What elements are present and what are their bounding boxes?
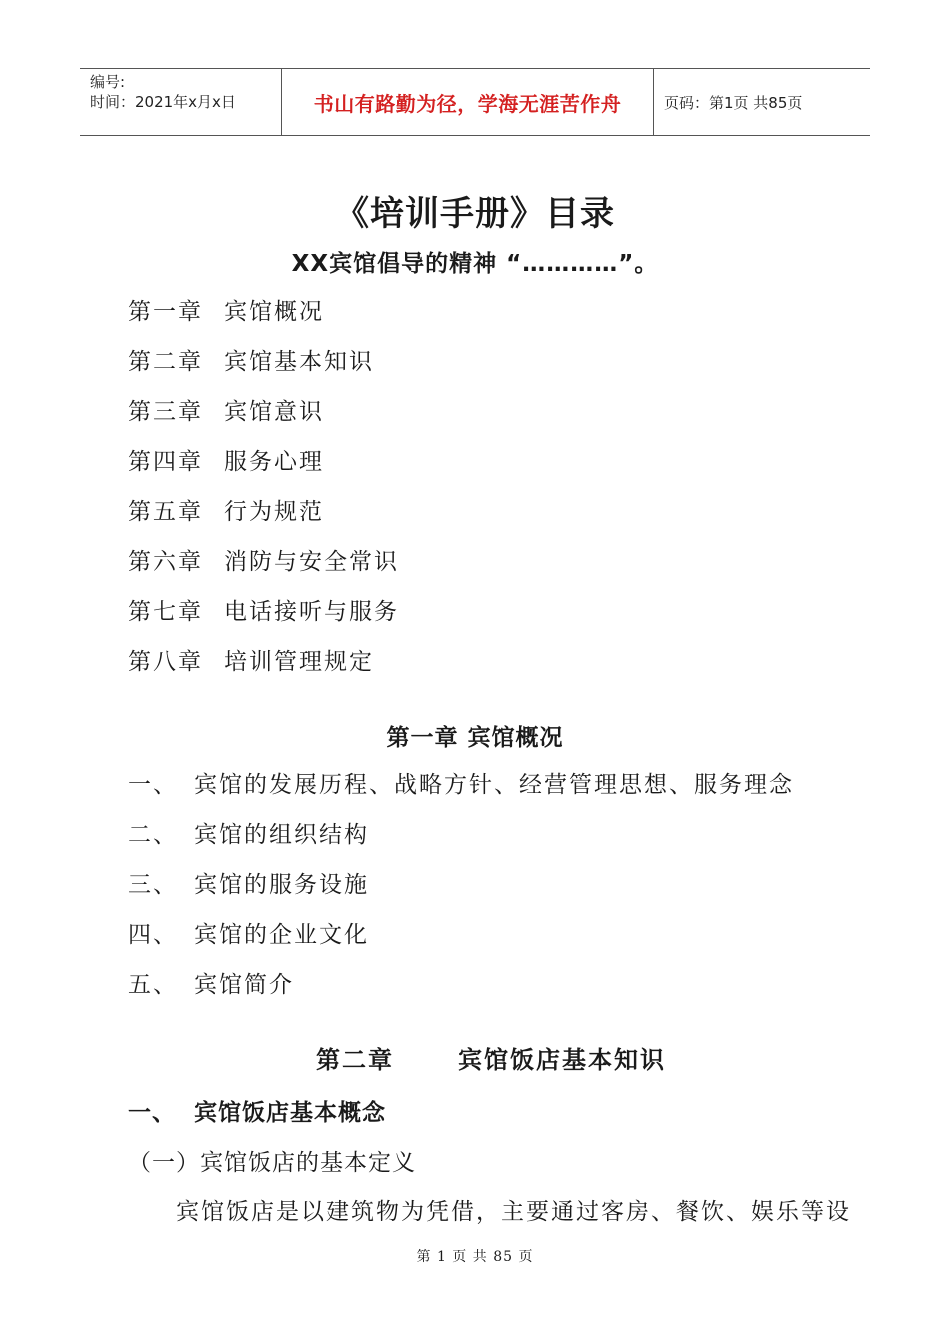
toc-chapter-number: 第四章	[128, 449, 203, 475]
toc-chapter-number: 第三章	[128, 399, 203, 425]
number-label: 编号:	[90, 73, 126, 91]
chapter2-label: 第二章	[316, 1045, 394, 1074]
toc-chapter-name: 宾馆意识	[224, 399, 324, 425]
subsection-heading: （一）宾馆饭店的基本定义	[128, 1150, 416, 1176]
section-text: 宾馆简介	[194, 972, 294, 998]
header-motto: 书山有路勤为径，学海无涯苦作舟	[282, 69, 654, 135]
time-label: 时间：2021年x月x日	[90, 93, 236, 111]
section-number: 三、	[128, 872, 178, 898]
section-number: 四、	[128, 922, 178, 948]
section-text: 宾馆的组织结构	[194, 822, 369, 848]
list-item	[128, 819, 794, 869]
toc-chapter-number: 第六章	[128, 549, 203, 575]
toc-chapter-name: 宾馆基本知识	[224, 349, 374, 375]
list-item	[128, 919, 794, 969]
toc-item	[128, 546, 399, 596]
header-meta-cell	[80, 69, 282, 135]
chapter1-section-list	[128, 769, 794, 1019]
body-paragraph: 宾馆饭店是以建筑物为凭借，主要通过客房、餐饮、娱乐等设	[176, 1199, 851, 1225]
toc-chapter-name: 行为规范	[224, 499, 324, 525]
toc-chapter-number: 第七章	[128, 599, 203, 625]
toc-item	[128, 396, 399, 446]
header-page-info: 页码：第1页 共85页	[664, 93, 803, 112]
section-heading	[128, 1094, 386, 1127]
page-header	[80, 68, 870, 136]
toc-item	[128, 496, 399, 546]
toc-chapter-name: 培训管理规定	[224, 649, 374, 675]
toc-item	[128, 596, 399, 646]
document-subtitle: XX宾馆倡导的精神 “…………”。	[291, 251, 659, 277]
section-number: 一、	[128, 772, 178, 798]
table-of-contents	[128, 296, 399, 696]
toc-chapter-number: 第二章	[128, 349, 203, 375]
section-number: 一、	[128, 1099, 176, 1126]
section-number: 五、	[128, 972, 178, 998]
chapter2-heading	[316, 1040, 666, 1075]
toc-chapter-number: 第一章	[128, 299, 203, 325]
section-text: 宾馆的发展历程、战略方针、经营管理思想、服务理念	[194, 772, 794, 798]
section-title: 宾馆饭店基本概念	[194, 1099, 386, 1126]
toc-chapter-number: 第五章	[128, 499, 203, 525]
section-text: 宾馆的服务设施	[194, 872, 369, 898]
document-title: 《培训手册》目录	[335, 194, 615, 234]
toc-item	[128, 296, 399, 346]
list-item	[128, 969, 794, 1019]
list-item	[128, 769, 794, 819]
chapter2-title: 宾馆饭店基本知识	[458, 1045, 666, 1074]
toc-chapter-name: 电话接听与服务	[224, 599, 399, 625]
toc-item	[128, 446, 399, 496]
list-item	[128, 869, 794, 919]
toc-chapter-name: 消防与安全常识	[224, 549, 399, 575]
toc-chapter-number: 第八章	[128, 649, 203, 675]
page-footer: 第 1 页 共 85 页	[416, 1249, 534, 1265]
section-number: 二、	[128, 822, 178, 848]
toc-item	[128, 646, 399, 696]
toc-chapter-name: 服务心理	[224, 449, 324, 475]
chapter1-heading: 第一章 宾馆概况	[386, 725, 564, 751]
toc-chapter-name: 宾馆概况	[224, 299, 324, 325]
toc-item	[128, 346, 399, 396]
section-text: 宾馆的企业文化	[194, 922, 369, 948]
